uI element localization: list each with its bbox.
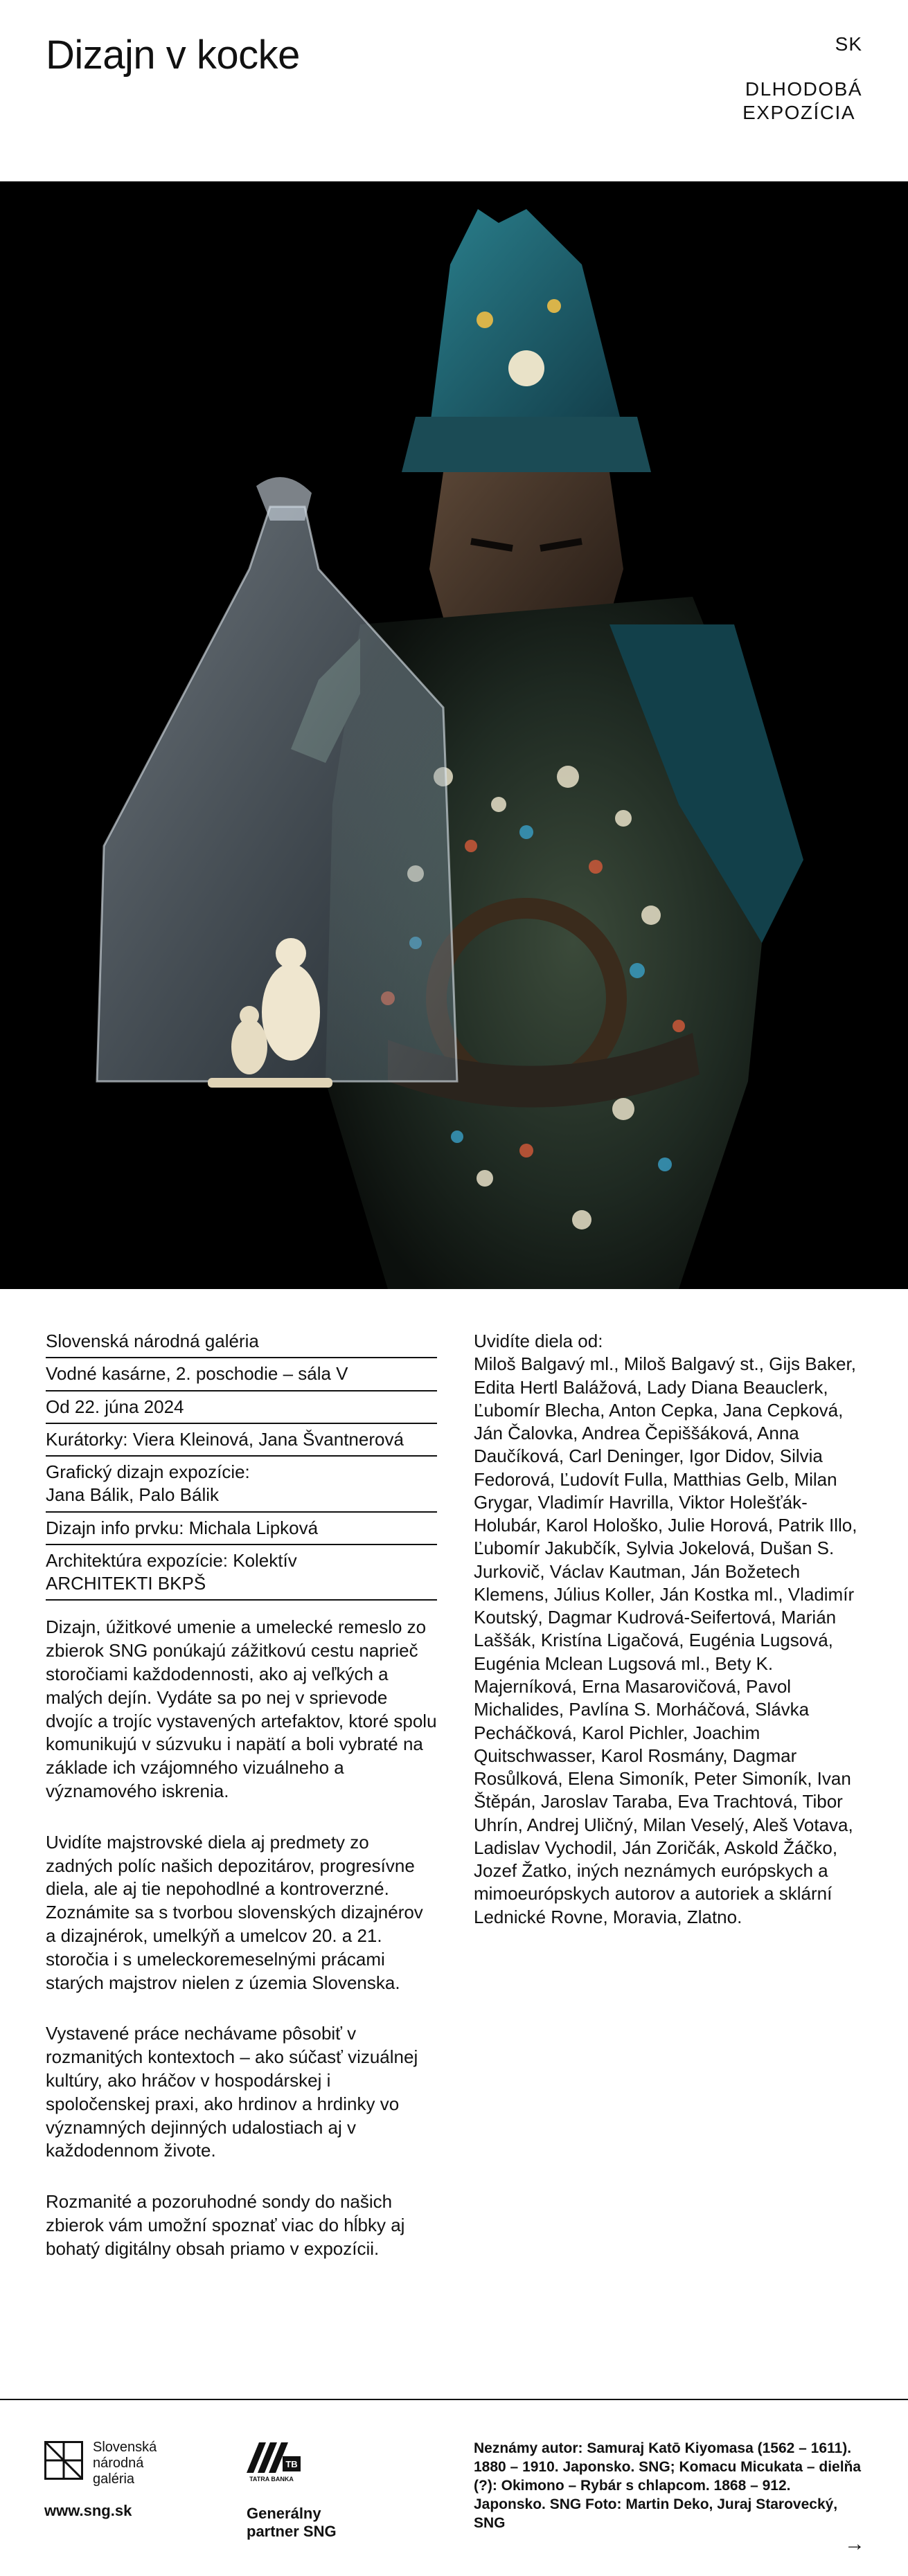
architecture-names: ARCHITEKTI BKPŠ [46, 1573, 206, 1594]
photo-credits: Neznámy autor: Samuraj Katō Kiyomasa (1562 – 1611). 1880 – 1910. Japonsko. SNG; Komacu Micukata – dielňa (?): Okimono – Rybár s chlapcom. 1868 – 912. Japonsko. SNG Foto: Martin Deko, Juraj Starovecký, SNG [474, 2440, 862, 2531]
footer-divider [0, 2399, 908, 2400]
exhibition-type-badge [641, 78, 862, 124]
badge-line-1: DLHODOBÁ [745, 78, 862, 100]
graphic-design [46, 1457, 437, 1513]
architecture [46, 1545, 437, 1601]
gallery-name: Slovenská národná galéria [46, 1326, 437, 1358]
sng-logo-icon [44, 2441, 83, 2480]
description-paragraph: Vystavené práce nechávame pôsobiť v rozmanitých kontextoch – ako súčasť vizuálnej kultúry, ako hráčov v hospodárskej i spoločenskej praxi, ako hrdinov a hrdinky vo významných dejinných udalostiach aj v každodennom živote. [46, 2023, 418, 2161]
curators: Kurátorky: Viera Kleinová, Jana Švantnerová [46, 1424, 437, 1457]
location: Vodné kasárne, 2. poschodie – sála V [46, 1358, 437, 1391]
artists-list [474, 1326, 862, 1929]
description [46, 1616, 437, 2260]
header [0, 0, 908, 181]
info-design: Dizajn info prvku: Michala Lipková [46, 1513, 437, 1545]
language-switch-link[interactable]: SK [835, 33, 862, 55]
general-partner [247, 2505, 337, 2541]
graphic-design-label: Grafický dizajn expozície: [46, 1461, 250, 1483]
tatra-banka-badge: TB [285, 2459, 298, 2469]
date: Od 22. júna 2024 [46, 1391, 437, 1424]
page-title: Dizajn v kocke [46, 33, 300, 78]
architecture-label: Architektúra expozície: Kolektív [46, 1549, 297, 1571]
exhibition-info [46, 1326, 437, 2289]
sng-name-line: Slovenská [93, 2440, 157, 2455]
tatra-banka-logo-icon [244, 2440, 303, 2483]
sng-name [93, 2440, 157, 2487]
badge-line-2: EXPOZÍCIA [742, 101, 855, 123]
partner-line: partner SNG [247, 2523, 337, 2541]
hero-image [0, 181, 908, 1289]
samurai-statue-illustration [0, 181, 908, 1289]
tatra-banka-text: TATRA BANKA [249, 2476, 294, 2483]
sng-website-link[interactable]: www.sng.sk [44, 2502, 132, 2519]
artists-heading: Uvidíte diela od: [474, 1331, 603, 1351]
partner-line: Generálny [247, 2505, 321, 2522]
next-arrow-icon[interactable]: → [844, 2532, 865, 2555]
graphic-design-names: Jana Bálik, Palo Bálik [46, 1484, 220, 1506]
sng-name-line: galéria [93, 2471, 135, 2487]
description-paragraph: Uvidíte majstrovské diela aj predmety zo zadných políc našich depozitárov, progresívne diela, ale aj tie nepohodlné a kontroverzné. Zoznámite sa s tvorbou slovenských dizajnérov a dizajnérok, umelkýň a umelcov 20. a 21. storočia i s umeleckoremeselnými prácami starých majstrov nielen z územia Slovenska. [46, 1831, 423, 1993]
artists-names: Miloš Balgavý ml., Miloš Balgavý st., Gijs Baker, Edita Hertl Balážová, Lady Diana Beauclerk, Ľubomír Blecha, Anton Cepka, Jana Cepková, Ján Čalovka, Andrea Čepiššáková, Anna Daučíková, Carl Deninger, Igor Didov, Silvia Fedorová, Ľudovít Fulla, Matthias Gelb, Milan Grygar, Vladimír Havrilla, Viktor Holešťák-Holubár, Karol Hološko, Julie Horová, Patrik Illo, Ľubomír Jakubčík, Sylvia Jokelová, Dušan S. Jurkovič, Václav Kautman, Ján Božetech Klemens, Július Koller, Ján Kostka ml., Vladimír Koutský, Dagmar Kudrová-Seifertová, Marián Laššák, Kristína Ligačová, Eugénia Lugsová, Eugénia Mclean Lugsová ml., Bety K. Majerníková, Erna Masarovičová, Pavol Michalides, Pavlína S. Morháčová, Slávka Pecháčková, Karol Pichler, Joachim Quitschwasser, Karol Rosmány, Dagmar Rosůlková, Elena Simoník, Peter Simoník, Ivan Štěpán, Jaroslav Taraba, Eva Trachtová, Tibor Uhrín, Andrej Uličný, Milan Veselý, Aleš Votava, Ladislav Vychodil, Ján Zoričák, Askold Žáčko, Jozef Žatko, iných neznámych európskych a mimoeurópskych autorov a autoriek a sklární Lednické Rovne, Moravia, Zlatno. [474, 1353, 857, 1927]
description-paragraph: Rozmanité a pozoruhodné sondy do našich zbierok vám umožní spoznať viac do hĺbky aj bohatý digitálny obsah priamo v expozícii. [46, 2191, 405, 2259]
description-paragraph: Dizajn, úžitkové umenie a umelecké remeslo zo zbierok SNG ponúkajú zážitkovú cestu naprieč storočiami každodennosti, ako aj veľkých a malých dejín. Vydáte sa po nej v sprievode dvojíc a trojíc vystavených artefaktov, ktoré spolu komunikujú v súzvuku i napätí a boli vybraté na základe ich vzájomného vizuálneho a významového iskrenia. [46, 1616, 437, 1801]
sng-name-line: národná [93, 2456, 144, 2471]
